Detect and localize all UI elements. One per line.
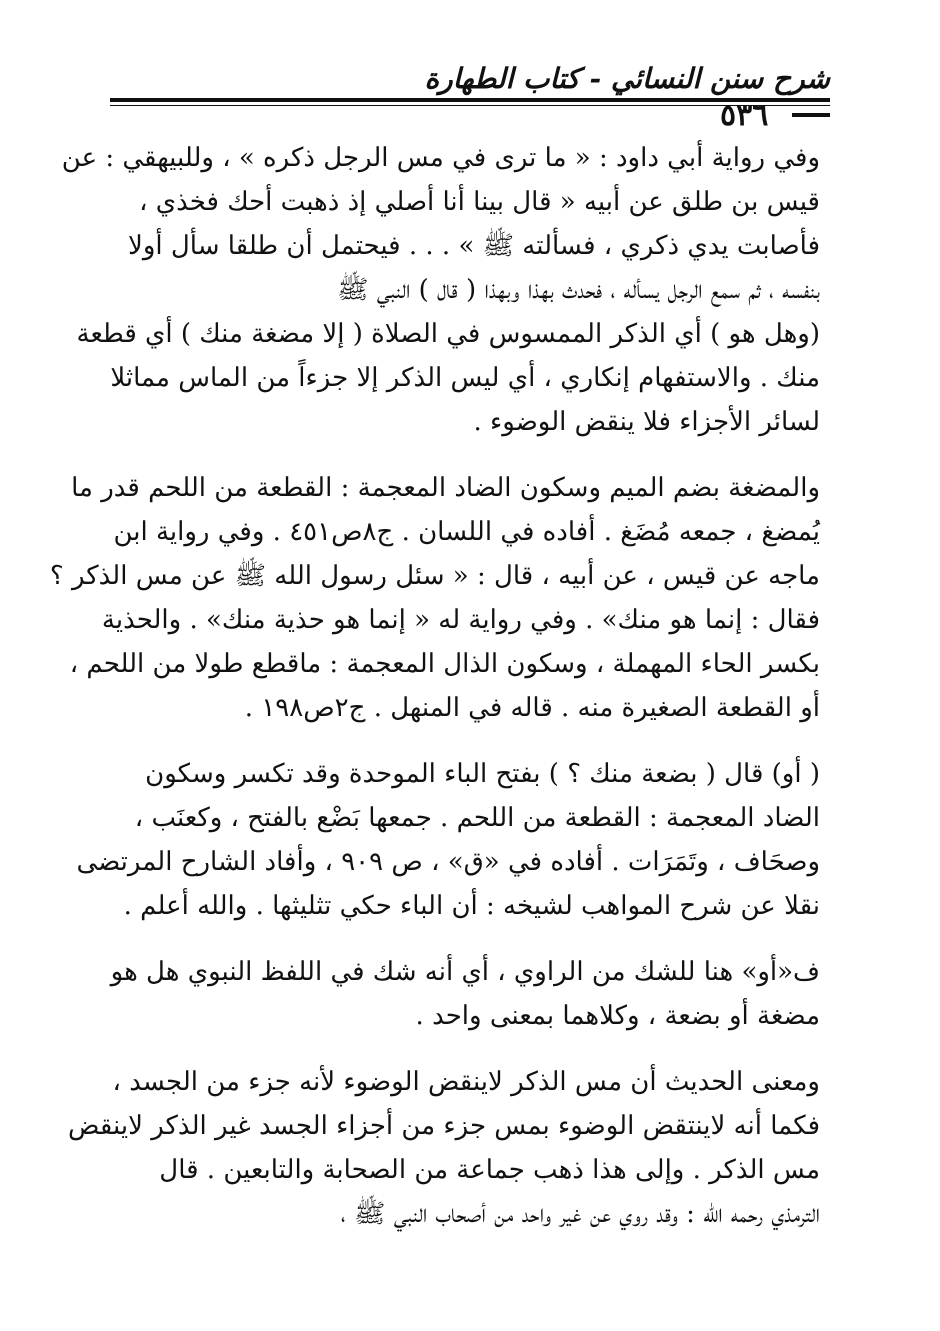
text-line: ف«أو» هنا للشك من الراوي ، أي أنه شك في اللفظ النبوي هل هو [110, 957, 820, 987]
text-line: الترمذي رحمه الله : وقد روي عن غير واحد من أصحاب النبي ﷺ ، [340, 1199, 820, 1229]
text-line: يُمضغ ، جمعه مُضَغ . أفاده في اللسان . ج٨ص٤٥١ . وفي رواية ابن [113, 517, 820, 547]
text-line: والمضغة بضم الميم وسكون الضاد المعجمة : القطعة من اللحم قدر ما [71, 473, 820, 503]
text-line: ومعنى الحديث أن مس الذكر لاينقض الوضوء لأنه جزء من الجسد ، [112, 1067, 820, 1097]
text-line: الضاد المعجمة : القطعة من اللحم . جمعها بَضْع بالفتح ، وكعنَب ، [134, 803, 820, 833]
paragraph-4 [110, 950, 820, 1038]
text-line: مس الذكر . وإلى هذا ذهب جماعة من الصحابة والتابعين . قال [159, 1155, 820, 1185]
text-line: وفي رواية أبي داود : « ما ترى في مس الرجل ذكره » ، وللبيهقي : عن [61, 143, 820, 173]
text-line: وصحَاف ، وتَمَرَات . أفاده في «ق» ، ص ٩٠٩ ، وأفاد الشارح المرتضى [76, 847, 820, 877]
body-text [49, 136, 820, 1258]
text-line: نقلا عن شرح المواهب لشيخه : أن الباء حكي تثليثها . والله أعلم . [123, 891, 820, 921]
text-line: (وهل هو ) أي الذكر الممسوس في الصلاة ( إلا مضغة منك ) أي قطعة [76, 319, 820, 349]
page-number-dash [792, 113, 830, 117]
paragraph-2 [49, 466, 820, 730]
text-line: فقال : إنما هو منك» . وفي رواية له « إنما هو حذية منك» . والحذية [101, 605, 820, 635]
text-line: منك . والاستفهام إنكاري ، أي ليس الذكر إلا جزءاً من الماس مماثلا [110, 363, 820, 393]
text-line: ( أو) قال ( بضعة منك ؟ ) بفتح الباء الموحدة وقد تكسر وسكون [145, 759, 820, 789]
page-number: ٥٣٦ [720, 98, 769, 133]
paragraph-1 [61, 136, 820, 444]
text-line: فأصابت يدي ذكري ، فسألته ﷺ » . . . فيحتمل أن طلقا سأل أولا [128, 231, 820, 261]
text-line: بكسر الحاء المهملة ، وسكون الذال المعجمة : ماقطع طولا من اللحم ، [69, 649, 820, 679]
text-line: بنفسه ، ثم سمع الرجل يسأله ، فحدث بهذا وبهذا ( قال ) النبي ﷺ [337, 275, 820, 305]
paragraph-5 [68, 1060, 820, 1236]
text-line: فكما أنه لاينتقض الوضوء بمس جزء من أجزاء الجسد غير الذكر لاينقض [68, 1111, 820, 1141]
text-line: ماجه عن قيس ، عن أبيه ، قال : « سئل رسول الله ﷺ عن مس الذكر ؟ [49, 561, 820, 591]
running-header-title: شرح سنن النسائي - كتاب الطهارة [424, 62, 830, 95]
text-line: قيس بن طلق عن أبيه « قال بينا أنا أصلي إذ ذهبت أحك فخذي ، [139, 187, 820, 217]
text-line: أو القطعة الصغيرة منه . قاله في المنهل . ج٢ص١٩٨ . [244, 693, 820, 723]
text-line: مضغة أو بضعة ، وكلاهما بمعنى واحد . [415, 1001, 820, 1031]
paragraph-3 [76, 752, 820, 928]
text-line: لسائر الأجزاء فلا ينقض الوضوء . [473, 407, 820, 437]
